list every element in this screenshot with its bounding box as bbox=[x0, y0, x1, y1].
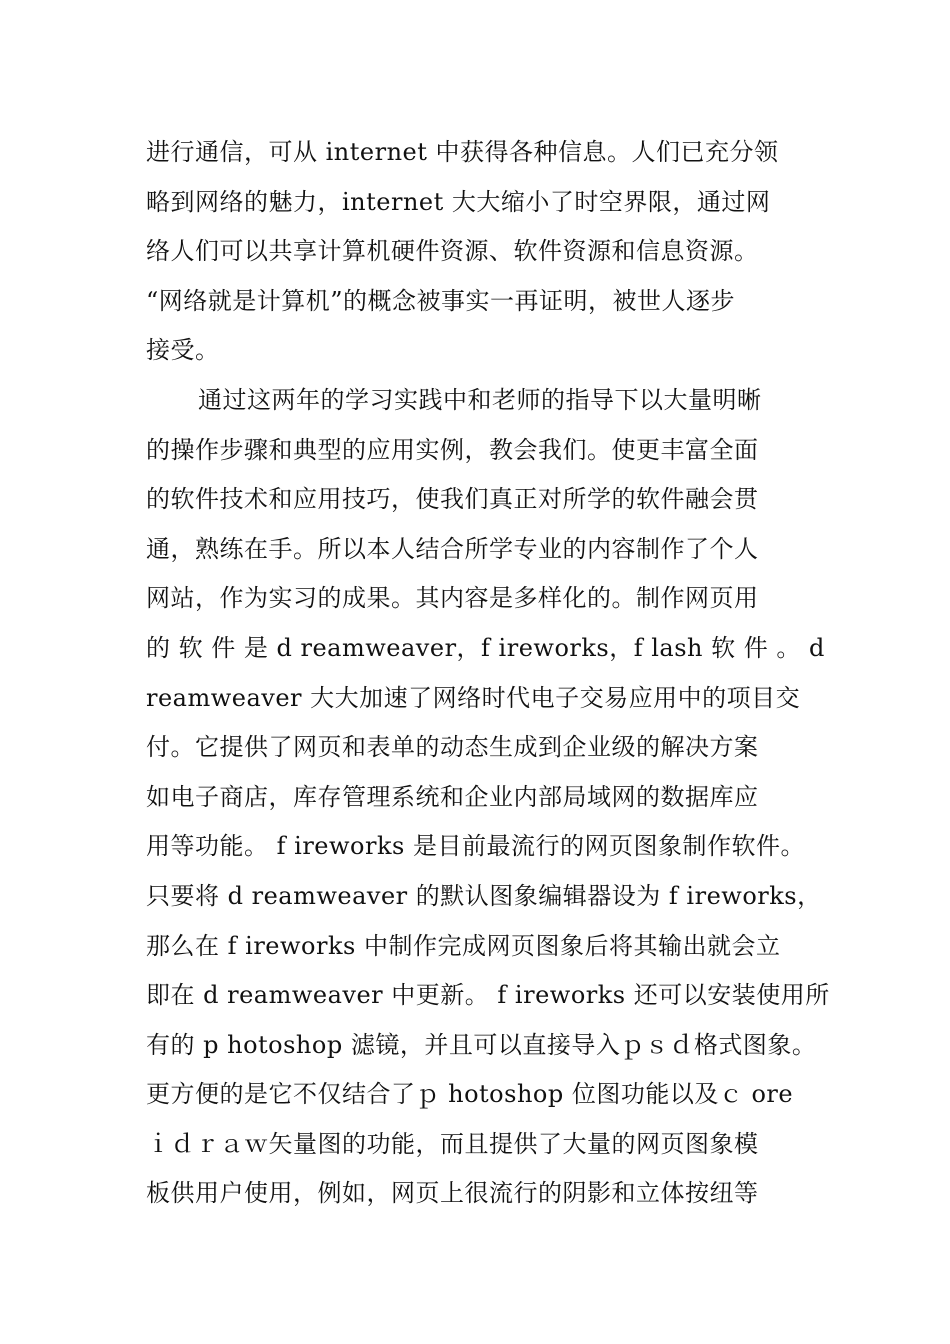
text-line: 更方便的是它不仅结合了ｐ hotoshop 位图功能以及ｃ ore bbox=[146, 1080, 794, 1109]
text-line: reamweaver 大大加速了网络时代电子交易应用中的项目交 bbox=[146, 683, 801, 712]
text-line: 用等功能。 f ireworks 是目前最流行的网页图象制作软件。 bbox=[146, 832, 805, 861]
text-line: 付。它提供了网页和表单的动态生成到企业级的解决方案 bbox=[146, 733, 759, 762]
text-line: 的操作步骤和典型的应用实例，教会我们。使更丰富全面 bbox=[146, 435, 759, 464]
text-line: 的 软 件 是 d reamweaver，f ireworks，f lash 软 件 。 d bbox=[146, 633, 825, 662]
text-line: 略到网络的魅力，internet 大大缩小了时空界限，通过网 bbox=[146, 187, 771, 216]
text-line: ｉｄｒａｗ矢量图的功能，而且提供了大量的网页图象模 bbox=[146, 1129, 759, 1158]
text-line: 进行通信，可从 internet 中获得各种信息。人们已充分领 bbox=[146, 138, 779, 166]
text-line: 接受。 bbox=[146, 336, 220, 365]
text-line: 有的 p hotoshop 滤镜，并且可以直接导入ｐｓｄ格式图象。 bbox=[146, 1030, 817, 1059]
text-line: 网站，作为实习的成果。其内容是多样化的。制作网页用 bbox=[146, 584, 759, 613]
text-line: 的软件技术和应用技巧，使我们真正对所学的软件融会贯 bbox=[146, 485, 759, 514]
text-line: 如电子商店，库存管理系统和企业内部局域网的数据库应 bbox=[146, 782, 759, 811]
body-text bbox=[146, 128, 830, 1219]
text-line: 只要将 d reamweaver 的默认图象编辑器设为 f ireworks， bbox=[146, 881, 822, 910]
text-line: “网络就是计算机”的概念被事实一再证明，被世人逐步 bbox=[146, 286, 736, 315]
text-line: 络人们可以共享计算机硬件资源、软件资源和信息资源。 bbox=[146, 237, 759, 266]
text-line: 通，熟练在手。所以本人结合所学专业的内容制作了个人 bbox=[146, 534, 759, 563]
paragraph-first-line: 通过这两年的学习实践中和老师的指导下以大量明晰 bbox=[198, 385, 762, 414]
text-line: 那么在 f ireworks 中制作完成网页图象后将其输出就会立 bbox=[146, 931, 781, 960]
text-line: 板供用户使用，例如，网页上很流行的阴影和立体按纽等 bbox=[146, 1179, 759, 1208]
text-line: 即在 d reamweaver 中更新。 f ireworks 还可以安装使用所 bbox=[146, 981, 830, 1010]
